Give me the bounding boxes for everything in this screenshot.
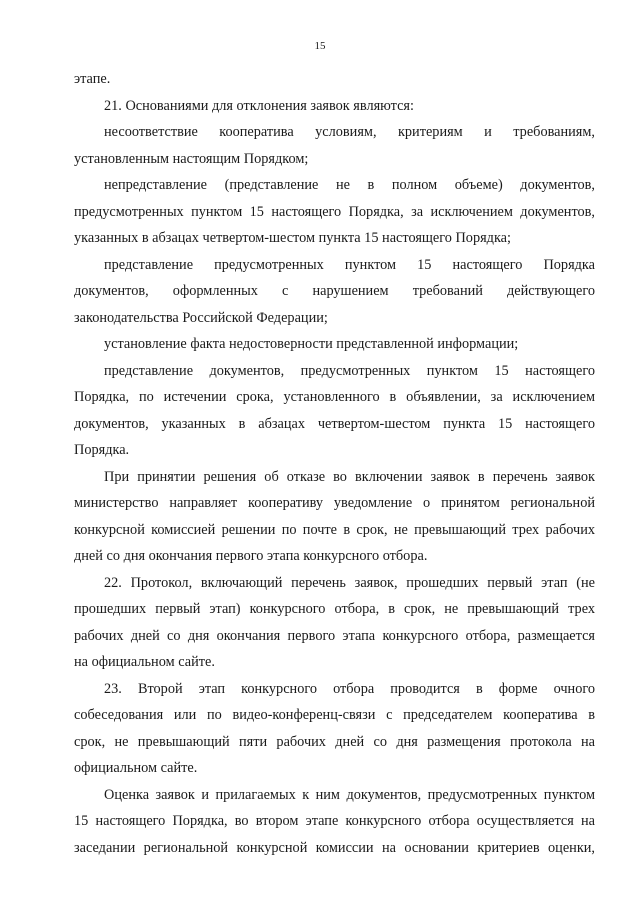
text-line: При принятии решения об отказе во включении заявок в перечень заявок xyxy=(104,468,595,485)
text-line: 21. Основаниями для отклонения заявок являются: xyxy=(104,97,414,114)
text-line: министерство направляет кооперативу уведомление о принятом региональной xyxy=(74,495,595,511)
text-line: на официальном сайте. xyxy=(74,654,215,670)
paragraph xyxy=(74,358,595,464)
text-line: указанных в абзацах четвертом-шестом пункта 15 настоящего Порядка; xyxy=(74,230,511,246)
paragraph xyxy=(74,464,595,570)
text-line: 22. Протокол, включающий перечень заявок, прошедших первый этап (не xyxy=(104,574,595,591)
paragraph xyxy=(74,570,595,676)
paragraph xyxy=(74,252,595,332)
text-line: установленным настоящим Порядком; xyxy=(74,150,309,167)
document-body xyxy=(74,66,595,861)
text-line: собеседования или по видео-конференц-связи с председателем кооператива в xyxy=(74,707,595,723)
text-line: законодательства Российской Федерации; xyxy=(74,309,328,326)
text-line: 23. Второй этап конкурсного отбора проводится в форме очного xyxy=(104,680,595,697)
text-line: установление факта недостоверности представленной информации; xyxy=(104,336,519,352)
text-line: прошедших первый этап) конкурсного отбора, в срок, не превышающий трех xyxy=(74,601,595,617)
text-line: документов, указанных в абзацах четвертом-шестом пункта 15 настоящего xyxy=(74,415,595,432)
text-line: Порядка. xyxy=(74,442,130,458)
paragraph xyxy=(74,93,595,120)
text-line: конкурсной комиссией решении по почте в срок, не превышающий трех рабочих xyxy=(74,521,595,538)
paragraph xyxy=(74,66,595,93)
text-line: дней со дня окончания первого этапа конкурсного отбора. xyxy=(74,548,428,564)
text-line: срок, не превышающий пяти рабочих дней со дня размещения протокола на xyxy=(74,733,595,750)
paragraph xyxy=(74,119,595,172)
text-line: официальном сайте. xyxy=(74,760,198,776)
text-line: Оценка заявок и прилагаемых к ним документов, предусмотренных пунктом xyxy=(104,786,595,803)
page-number: 15 xyxy=(314,40,326,52)
paragraph xyxy=(74,676,595,782)
paragraph xyxy=(74,172,595,252)
text-line: представление предусмотренных пунктом 15 настоящего Порядка xyxy=(104,256,595,273)
text-line: представление документов, предусмотренных пунктом 15 настоящего xyxy=(104,362,595,379)
text-line: предусмотренных пунктом 15 настоящего Порядка, за исключением документов, xyxy=(74,203,595,220)
text-line: несоответствие кооператива условиям, критериям и требованиям, xyxy=(104,124,595,140)
text-line: документов, оформленных с нарушением требований действующего xyxy=(74,283,595,299)
text-line: заседании региональной конкурсной комиссии на основании критериев оценки, xyxy=(74,839,595,856)
text-line: этапе. xyxy=(74,71,111,87)
paragraph xyxy=(74,331,595,358)
text-line: 15 настоящего Порядка, во втором этапе конкурсного отбора осуществляется на xyxy=(74,813,595,829)
paragraph xyxy=(74,782,595,862)
text-line: непредставление (представление не в полном объеме) документов, xyxy=(104,177,595,193)
text-line: рабочих дней со дня окончания первого этапа конкурсного отбора, размещается xyxy=(74,627,595,644)
text-line: Порядка, по истечении срока, установленного в объявлении, за исключением xyxy=(74,389,595,405)
